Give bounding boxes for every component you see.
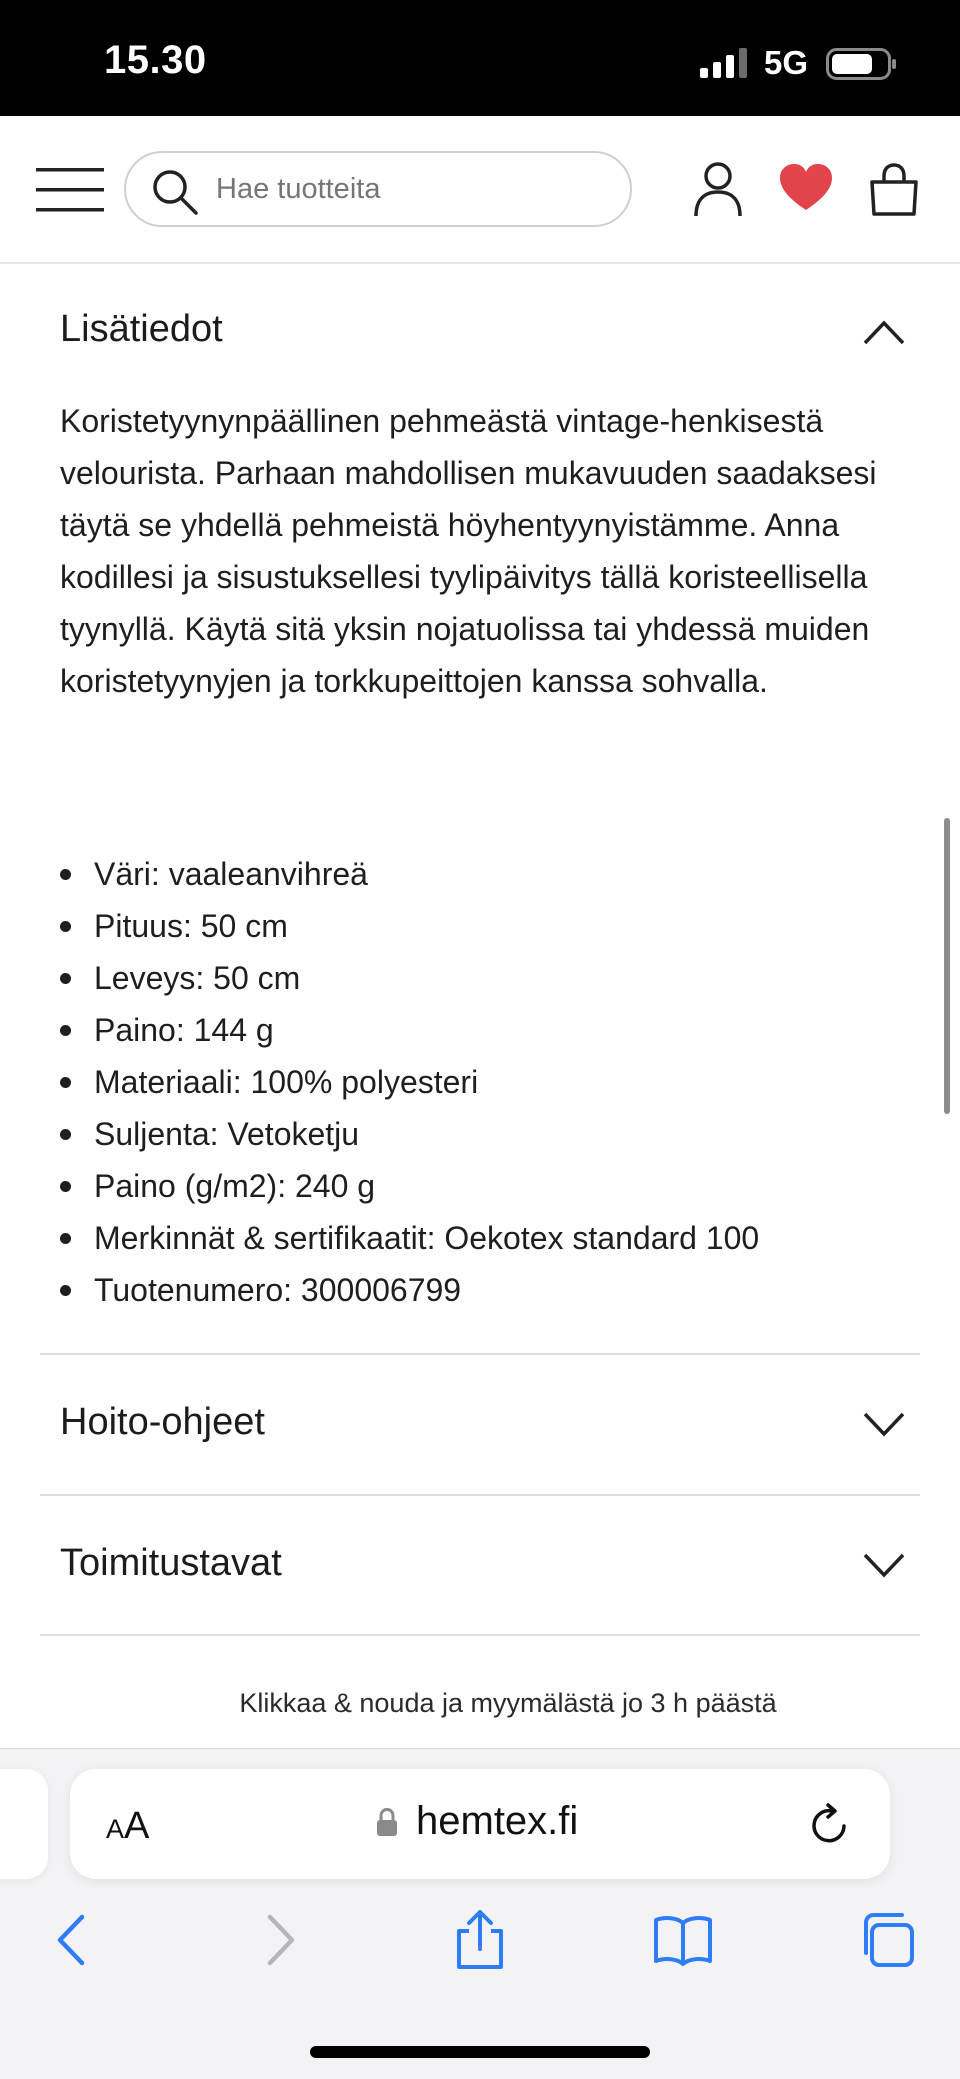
lock-icon (376, 1807, 398, 1837)
network-label: 5G (764, 44, 809, 81)
spec-item-weight: Paino: 144 g (94, 1004, 759, 1056)
spec-item-closure: Suljenta: Vetoketju (94, 1108, 759, 1160)
search-bar[interactable] (124, 151, 632, 227)
status-time: 15.30 (104, 38, 207, 82)
menu-icon[interactable] (36, 168, 104, 212)
user-icon[interactable] (690, 160, 746, 218)
page-scrollbar[interactable] (944, 818, 950, 1114)
spec-item-certificates: Merkinnät & sertifikaatit: Oekotex standard 100 (94, 1212, 759, 1264)
delivery-title: Toimitustavat (60, 1542, 282, 1584)
details-title: Lisätiedot (60, 308, 223, 350)
spec-item-gsm: Paino (g/m2): 240 g (94, 1160, 759, 1212)
details-spec-list (60, 848, 759, 1316)
home-indicator[interactable] (310, 2046, 650, 2058)
address-bar[interactable] (70, 1769, 890, 1879)
tabs-icon[interactable] (856, 1909, 918, 1971)
heart-icon[interactable] (778, 160, 834, 218)
battery-icon (826, 48, 898, 80)
bookmarks-icon[interactable] (652, 1909, 714, 1971)
care-accordion-header[interactable] (40, 1355, 920, 1495)
spec-item-color: Väri: vaaleanvihreä (94, 848, 759, 900)
back-icon[interactable] (42, 1909, 104, 1971)
bag-icon[interactable] (866, 160, 922, 218)
search-icon (150, 167, 200, 217)
search-input[interactable] (216, 153, 606, 225)
divider (40, 1634, 920, 1636)
reload-icon[interactable] (808, 1802, 852, 1848)
share-icon[interactable] (449, 1909, 511, 1971)
signal-icon (700, 48, 752, 78)
care-title: Hoito-ohjeet (60, 1401, 265, 1443)
previous-tab-preview[interactable] (0, 1769, 48, 1879)
text-size-button[interactable]: AA (106, 1805, 150, 1847)
site-header (0, 116, 960, 264)
status-bar (0, 0, 960, 116)
browser-toolbar (0, 1748, 960, 2079)
promo-text: Klikkaa & nouda ja myymälästä jo 3 h päästä (239, 1688, 777, 1718)
delivery-accordion-header[interactable] (40, 1496, 920, 1636)
chevron-up-icon (862, 318, 906, 346)
forward-icon[interactable] (248, 1909, 310, 1971)
spec-item-length: Pituus: 50 cm (94, 900, 759, 952)
spec-item-width: Leveys: 50 cm (94, 952, 759, 1004)
details-description: Koristetyynynpäällinen pehmeästä vintage-henkisestä velourista. Parhaan mahdollisen mukavuuden saadaksesi täytä se yhdellä pehmeistä höyhentyynyistämme. Anna kodillesi ja sisustuksellesi tyylipäivitys tällä koristeellisella tyynyllä. Käytä sitä yksin nojatuolissa tai yhdessä muiden koristetyynyjen ja torkkupeittojen kanssa sohvalla. (60, 403, 877, 699)
url-text: hemtex.fi (416, 1799, 579, 1843)
spec-item-product-number: Tuotenumero: 300006799 (94, 1264, 759, 1316)
details-accordion-header[interactable] (40, 264, 920, 404)
chevron-down-icon (862, 1411, 906, 1439)
spec-item-material: Materiaali: 100% polyesteri (94, 1056, 759, 1108)
chevron-down-icon (862, 1552, 906, 1580)
